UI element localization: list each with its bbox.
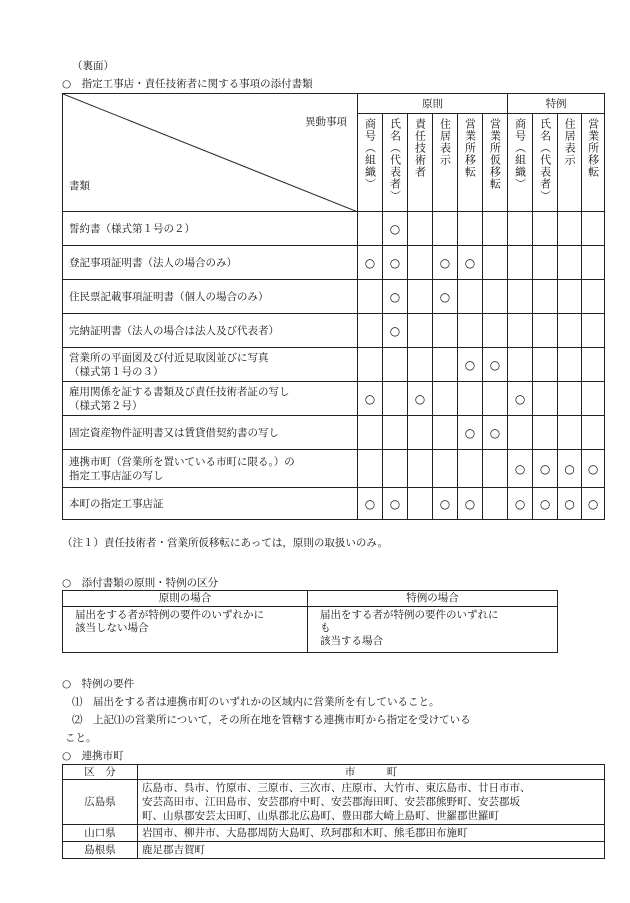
document-row — [63, 314, 605, 348]
required-mark: ○ — [358, 246, 383, 280]
municipalities-hiroshima: 広島市、呉市、竹原市、三原市、三次市、庄原市、大竹市、東広島市、廿日市市、 安芸高田市、江田島市、安芸郡府中町、安芸郡海田町、安芸郡熊野町、安芸郡坂 町、山県郡安芸太田町、山県郡北広島町、豊田郡大崎上島町、世羅郡世羅町 — [138, 780, 605, 825]
municipalities-shimane: 鹿足郡吉賀町 — [138, 842, 605, 859]
region-column-header: 区 分 — [63, 765, 138, 780]
empty-cell — [582, 280, 605, 314]
empty-cell — [408, 348, 433, 382]
empty-cell — [408, 246, 433, 280]
document-name: 住民票記載事項証明書（個人の場合のみ） — [63, 280, 358, 314]
empty-cell — [483, 314, 508, 348]
empty-cell — [383, 348, 408, 382]
empty-cell — [558, 348, 582, 382]
empty-cell — [383, 416, 408, 450]
column-header-2 — [408, 114, 433, 212]
document-name: 営業所の平面図及び付近見取図並びに写真 （様式第１号の３） — [63, 348, 358, 382]
empty-cell — [458, 280, 483, 314]
document-row — [63, 212, 605, 246]
empty-cell — [458, 450, 483, 488]
prefecture-shimane: 島根県 — [63, 842, 138, 859]
empty-cell — [558, 212, 582, 246]
empty-cell — [533, 280, 558, 314]
required-mark: ○ — [383, 212, 408, 246]
required-mark: ○ — [558, 488, 582, 520]
municipalities-yamaguchi: 岩国市、柳井市、大島郡周防大島町、玖珂郡和木町、熊毛郡田布施町 — [138, 825, 605, 842]
empty-cell — [582, 212, 605, 246]
empty-cell — [358, 212, 383, 246]
required-mark: ○ — [533, 450, 558, 488]
empty-cell — [508, 348, 533, 382]
empty-cell — [533, 212, 558, 246]
table-note: （注１）責任技術者・営業所仮移転にあっては，原則の取扱いのみ。 — [62, 537, 389, 549]
required-mark: ○ — [533, 488, 558, 520]
required-mark: ○ — [508, 488, 533, 520]
prefecture-yamaguchi: 山口県 — [63, 825, 138, 842]
column-header-label: 氏名（代表者） — [388, 118, 402, 202]
required-mark: ○ — [383, 314, 408, 348]
column-header-5 — [483, 114, 508, 212]
column-header-6 — [508, 114, 533, 212]
municipality-column-header: 市 町 — [138, 765, 605, 780]
empty-cell — [408, 280, 433, 314]
document-name: 固定資産物件証明書又は賃貸借契約書の写し — [63, 416, 358, 450]
empty-cell — [483, 450, 508, 488]
document-row — [63, 488, 605, 520]
requirement-item-2-continued: こと。 — [65, 732, 97, 744]
empty-cell — [483, 488, 508, 520]
required-mark: ○ — [483, 416, 508, 450]
empty-cell — [433, 314, 458, 348]
group-principle-header: 原則 — [358, 94, 508, 114]
empty-cell — [358, 280, 383, 314]
required-mark: ○ — [508, 450, 533, 488]
empty-cell — [558, 382, 582, 416]
empty-cell — [433, 382, 458, 416]
required-mark: ○ — [383, 280, 408, 314]
special-case-text: 届出をする者が特例の要件のいずれに も 該当する場合 — [308, 607, 558, 653]
empty-cell — [358, 416, 383, 450]
empty-cell — [508, 314, 533, 348]
special-case-header: 特例の場合 — [308, 591, 558, 607]
column-header-8 — [558, 114, 582, 212]
column-header-4 — [458, 114, 483, 212]
empty-cell — [383, 450, 408, 488]
principle-case-header: 原則の場合 — [63, 591, 308, 607]
required-mark: ○ — [582, 450, 605, 488]
principle-case-text: 届出をする者が特例の要件のいずれかに 該当しない場合 — [63, 607, 308, 653]
section-title-attachments: ○ 指定工事店・責任技術者に関する事項の添付書類 — [62, 78, 313, 90]
column-header-1 — [383, 114, 408, 212]
empty-cell — [458, 382, 483, 416]
required-mark: ○ — [458, 416, 483, 450]
section-title-special-requirements: ○ 特例の要件 — [62, 678, 135, 690]
empty-cell — [358, 348, 383, 382]
empty-cell — [533, 348, 558, 382]
document-name: 誓約書（様式第１号の２） — [63, 212, 358, 246]
empty-cell — [533, 382, 558, 416]
required-mark: ○ — [582, 488, 605, 520]
empty-cell — [483, 382, 508, 416]
required-mark: ○ — [558, 450, 582, 488]
column-header-0 — [358, 114, 383, 212]
prefecture-hiroshima: 広島県 — [63, 780, 138, 825]
empty-cell — [483, 280, 508, 314]
empty-cell — [508, 246, 533, 280]
document-row — [63, 348, 605, 382]
empty-cell — [408, 450, 433, 488]
empty-cell — [433, 348, 458, 382]
document-row — [63, 416, 605, 450]
empty-cell — [582, 416, 605, 450]
column-header-label: 住居表示 — [438, 118, 452, 166]
required-mark: ○ — [433, 246, 458, 280]
empty-cell — [483, 246, 508, 280]
empty-cell — [433, 450, 458, 488]
back-side-label: （裏面） — [72, 60, 114, 72]
required-mark: ○ — [358, 488, 383, 520]
empty-cell — [533, 246, 558, 280]
column-header-7 — [533, 114, 558, 212]
section-title-classification: ○ 添付書類の原則・特例の区分 — [62, 577, 219, 589]
required-mark: ○ — [383, 488, 408, 520]
required-mark: ○ — [483, 348, 508, 382]
empty-cell — [408, 416, 433, 450]
municipalities-table — [62, 764, 605, 859]
group-special-header: 特例 — [508, 94, 605, 114]
document-row — [63, 246, 605, 280]
required-mark: ○ — [433, 488, 458, 520]
document-row — [63, 280, 605, 314]
column-header-label: 営業所移転 — [586, 118, 600, 178]
empty-cell — [458, 212, 483, 246]
empty-cell — [483, 212, 508, 246]
diagonal-line — [63, 94, 358, 212]
column-header-3 — [433, 114, 458, 212]
empty-cell — [508, 280, 533, 314]
column-header-label: 住居表示 — [563, 118, 577, 166]
requirement-item-2: ⑵ 上記⑴の営業所について，その所在地を管轄する連携市町から指定を受けている — [72, 714, 471, 726]
document-name: 完納証明書（法人の場合は法人及び代表者） — [63, 314, 358, 348]
empty-cell — [558, 416, 582, 450]
empty-cell — [558, 280, 582, 314]
empty-cell — [433, 212, 458, 246]
empty-cell — [508, 212, 533, 246]
required-mark: ○ — [458, 348, 483, 382]
required-mark: ○ — [358, 382, 383, 416]
classification-table — [62, 590, 558, 653]
required-mark: ○ — [433, 280, 458, 314]
empty-cell — [558, 314, 582, 348]
empty-cell — [358, 450, 383, 488]
empty-cell — [408, 488, 433, 520]
column-header-label: 商号（組織） — [513, 118, 527, 190]
column-header-label: 営業所移転 — [463, 118, 477, 178]
empty-cell — [533, 314, 558, 348]
section-title-partner-municipalities: ○ 連携市町 — [62, 750, 124, 762]
empty-cell — [582, 314, 605, 348]
empty-cell — [458, 314, 483, 348]
required-mark: ○ — [458, 488, 483, 520]
column-header-label: 商号（組織） — [363, 118, 377, 190]
required-mark: ○ — [458, 246, 483, 280]
empty-cell — [533, 416, 558, 450]
required-mark: ○ — [408, 382, 433, 416]
column-header-label: 営業所仮移転 — [488, 118, 502, 190]
column-header-9 — [582, 114, 605, 212]
required-mark: ○ — [508, 382, 533, 416]
document-name: 連携市町（営業所を置いている市町に限る。）の 指定工事店証の写し — [63, 450, 358, 488]
column-header-label: 責任技術者 — [413, 118, 427, 178]
change-items-header: 異動事項 — [305, 116, 347, 128]
empty-cell — [433, 416, 458, 450]
document-row — [63, 450, 605, 488]
document-row — [63, 382, 605, 416]
diagonal-header-cell — [63, 94, 358, 212]
document-name: 登記事項証明書（法人の場合のみ） — [63, 246, 358, 280]
empty-cell — [408, 314, 433, 348]
required-mark: ○ — [383, 246, 408, 280]
empty-cell — [582, 246, 605, 280]
attachments-table — [62, 93, 605, 520]
empty-cell — [408, 212, 433, 246]
empty-cell — [383, 382, 408, 416]
document-name: 本町の指定工事店証 — [63, 488, 358, 520]
empty-cell — [358, 314, 383, 348]
empty-cell — [582, 348, 605, 382]
column-header-label: 氏名（代表者） — [538, 118, 552, 202]
empty-cell — [582, 382, 605, 416]
requirement-item-1: ⑴ 届出をする者は連携市町のいずれかの区域内に営業所を有していること。 — [72, 696, 440, 708]
empty-cell — [558, 246, 582, 280]
empty-cell — [508, 416, 533, 450]
documents-header: 書類 — [69, 180, 90, 192]
document-name: 雇用関係を証する書類及び責任技術者証の写し （様式第２号） — [63, 382, 358, 416]
